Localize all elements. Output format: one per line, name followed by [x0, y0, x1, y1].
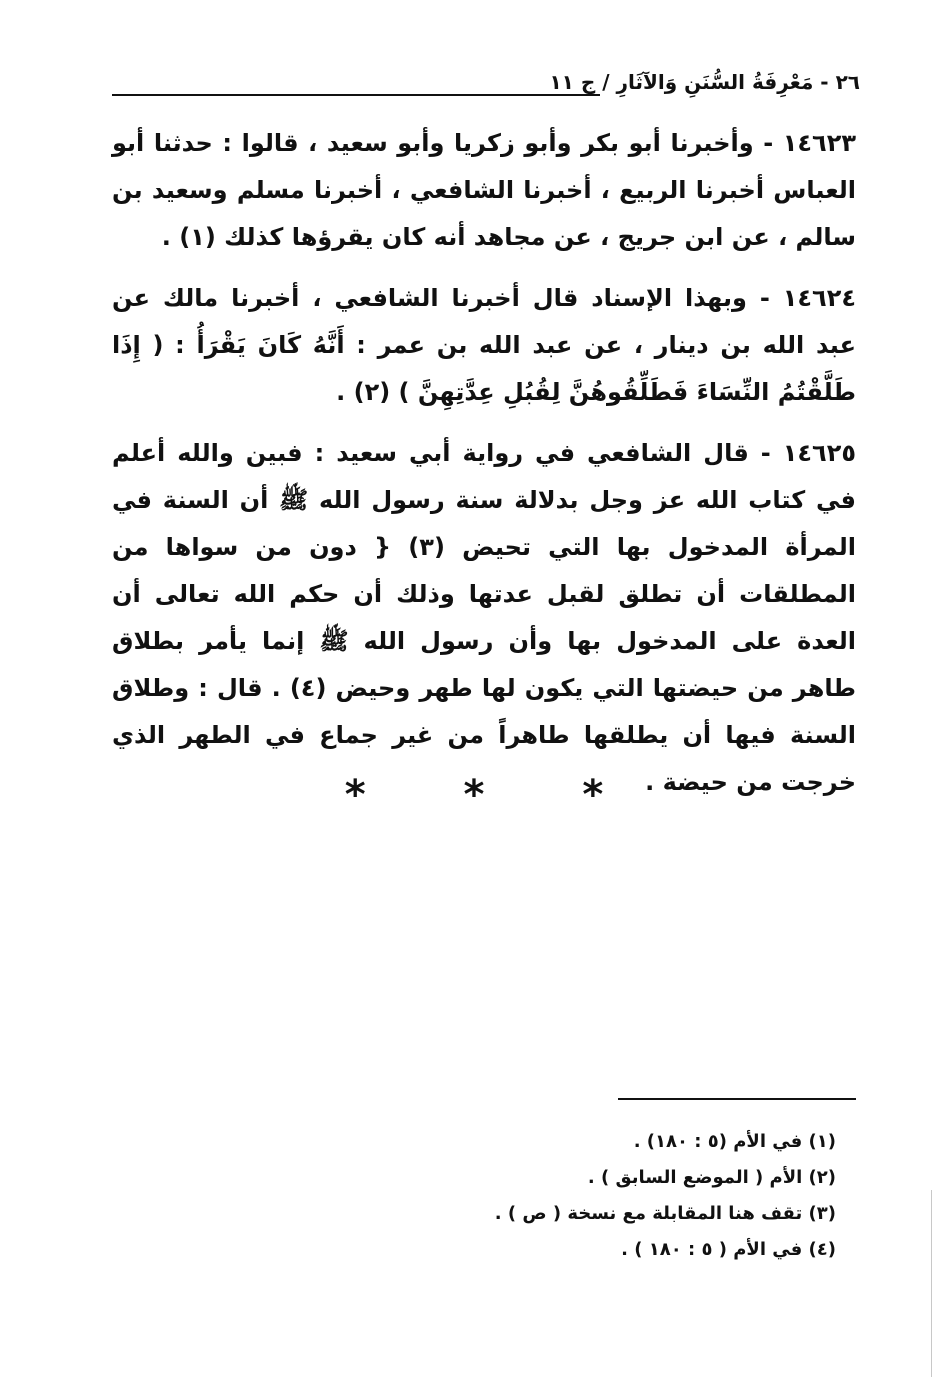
section-separator: * * *	[344, 772, 646, 818]
footnote-1: (١) في الأم (٥ : ١٨٠) .	[633, 1131, 836, 1152]
footnote-4: (٤) في الأم ( ٥ : ١٨٠ ) .	[621, 1239, 836, 1260]
paragraph-14624: ١٤٦٢٤ - وبهذا الإسناد قال أخبرنا الشافعي ، أخبرنا مالك عن عبد الله بن دينار ، عن عبد الله بن عمر : أَنَّهُ كَانَ يَقْرَأُ : ( إِذَا طَلَّقْتُمُ النِّسَاءَ فَطَلِّقُوهُنَّ لِقُبُلِ عِدَّتِهِنَّ ) (٢) .	[112, 284, 856, 406]
paragraph-14623: ١٤٦٢٣ - وأخبرنا أبو بكر وأبو زكريا وأبو سعيد ، قالوا : حدثنا أبو العباس أخبرنا الربيع ، أخبرنا الشافعي ، أخبرنا مسلم وسعيد بن سالم ، عن ابن جريج ، عن مجاهد أنه كان يقرؤها كذلك (١) .	[112, 129, 856, 251]
footnotes	[336, 1124, 836, 1268]
page-edge-line	[931, 1190, 932, 1377]
footnote-3: (٣) تقف هنا المقابلة مع نسخة ( ص ) .	[494, 1203, 836, 1224]
header-rule	[112, 94, 600, 96]
footnote-2: (٢) الأم ( الموضع السابق ) .	[587, 1167, 836, 1188]
paragraph-14625: ١٤٦٢٥ - قال الشافعي في رواية أبي سعيد : فبين والله أعلم في كتاب الله عز وجل بدلالة سنة رسول الله ﷺ أن السنة في المرأة المدخول بها التي تحيض (٣) { دون من سواها من المطلقات أن تطلق لقبل عدتها وذلك أن حكم الله تعالى أن العدة على المدخول بها وأن رسول الله ﷺ إنما يأمر بطلاق طاهر من حيضتها التي يكون لها طهر وحيض (٤) . قال : وطلاق السنة فيها أن يطلقها طاهراً من غير جماع في الطهر الذي خرجت من حيضة .	[112, 439, 856, 796]
main-text	[112, 120, 856, 820]
footnote-rule	[618, 1098, 856, 1100]
running-head: ٢٦ - مَعْرِفَةُ السُّنَنِ وَالآثَارِ / ج ١١	[549, 70, 860, 94]
